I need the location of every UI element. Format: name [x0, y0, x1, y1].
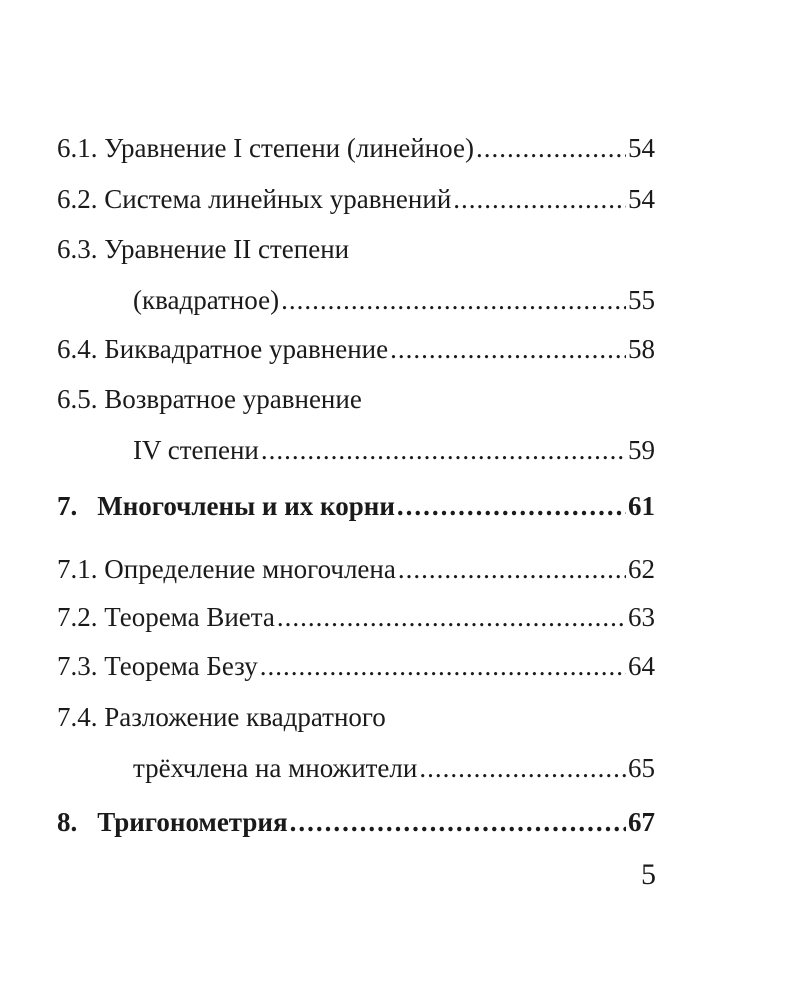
toc-entry-page: 61	[628, 491, 655, 521]
toc-entry-title: 7.1. Определение многочлена	[57, 554, 396, 584]
toc-entry-6-3-continuation	[133, 280, 655, 320]
toc-entry-title: (квадратное)	[133, 285, 280, 315]
toc-entry-6-4	[57, 329, 655, 369]
toc-entry-page: 63	[628, 602, 655, 632]
toc-entry-7-4-continuation	[133, 748, 655, 788]
toc-entry-6-5	[57, 379, 362, 419]
toc-leader-dots	[453, 179, 626, 219]
toc-leader-dots	[260, 646, 626, 686]
toc-entry-title: 6.4. Биквадратное уравнение	[57, 334, 389, 364]
toc-entry-page: 54	[628, 184, 655, 214]
toc-leader-dots	[277, 597, 626, 637]
toc-chapter-8	[57, 802, 655, 842]
toc-leader-dots	[390, 329, 626, 369]
toc-chapter-number: 8.	[57, 807, 78, 837]
toc-leader-dots	[397, 486, 626, 526]
toc-chapter-title: Тригонометрия	[97, 807, 288, 837]
toc-leader-dots	[419, 748, 626, 788]
toc-entry-page: 67	[628, 807, 655, 837]
toc-entry-6-1	[57, 128, 655, 168]
page-number: 5	[641, 858, 656, 891]
toc-entry-title: 6.5. Возвратное уравнение	[57, 384, 362, 414]
toc-leader-dots	[261, 430, 626, 470]
toc-leader-dots	[476, 128, 626, 168]
toc-entry-6-5-continuation	[133, 430, 655, 470]
toc-entry-title: IV степени	[133, 435, 259, 465]
toc-leader-dots	[398, 549, 626, 589]
toc-chapter-title: Многочлены и их корни	[97, 491, 395, 521]
toc-entry-title: 7.4. Разложение квадратного	[57, 702, 386, 732]
toc-entry-page: 59	[628, 435, 655, 465]
toc-entry-7-4	[57, 697, 386, 737]
toc-entry-page: 62	[628, 554, 655, 584]
toc-entry-7-1	[57, 549, 655, 589]
toc-entry-6-3	[57, 229, 349, 269]
toc-entry-7-3	[57, 646, 655, 686]
toc-entry-title: 6.2. Система линейных уравнений	[57, 184, 452, 214]
toc-entry-title: 6.1. Уравнение I степени (линейное)	[57, 133, 474, 163]
toc-entry-title: 7.2. Теорема Виета	[57, 602, 275, 632]
toc-entry-title: 7.3. Теорема Безу	[57, 651, 258, 681]
toc-entry-title: трёхчлена на множители	[133, 753, 418, 783]
toc-entry-page: 55	[628, 285, 655, 315]
toc-leader-dots	[290, 802, 626, 842]
toc-entry-title: 6.3. Уравнение II степени	[57, 234, 350, 264]
toc-entry-page: 65	[628, 753, 655, 783]
toc-entry-6-2	[57, 179, 655, 219]
toc-entry-7-2	[57, 597, 655, 637]
toc-entry-page: 54	[628, 133, 655, 163]
toc-leader-dots	[281, 280, 626, 320]
toc-chapter-7	[57, 486, 655, 526]
toc-entry-page: 58	[628, 334, 655, 364]
toc-entry-page: 64	[628, 651, 655, 681]
toc-chapter-number: 7.	[57, 491, 78, 521]
